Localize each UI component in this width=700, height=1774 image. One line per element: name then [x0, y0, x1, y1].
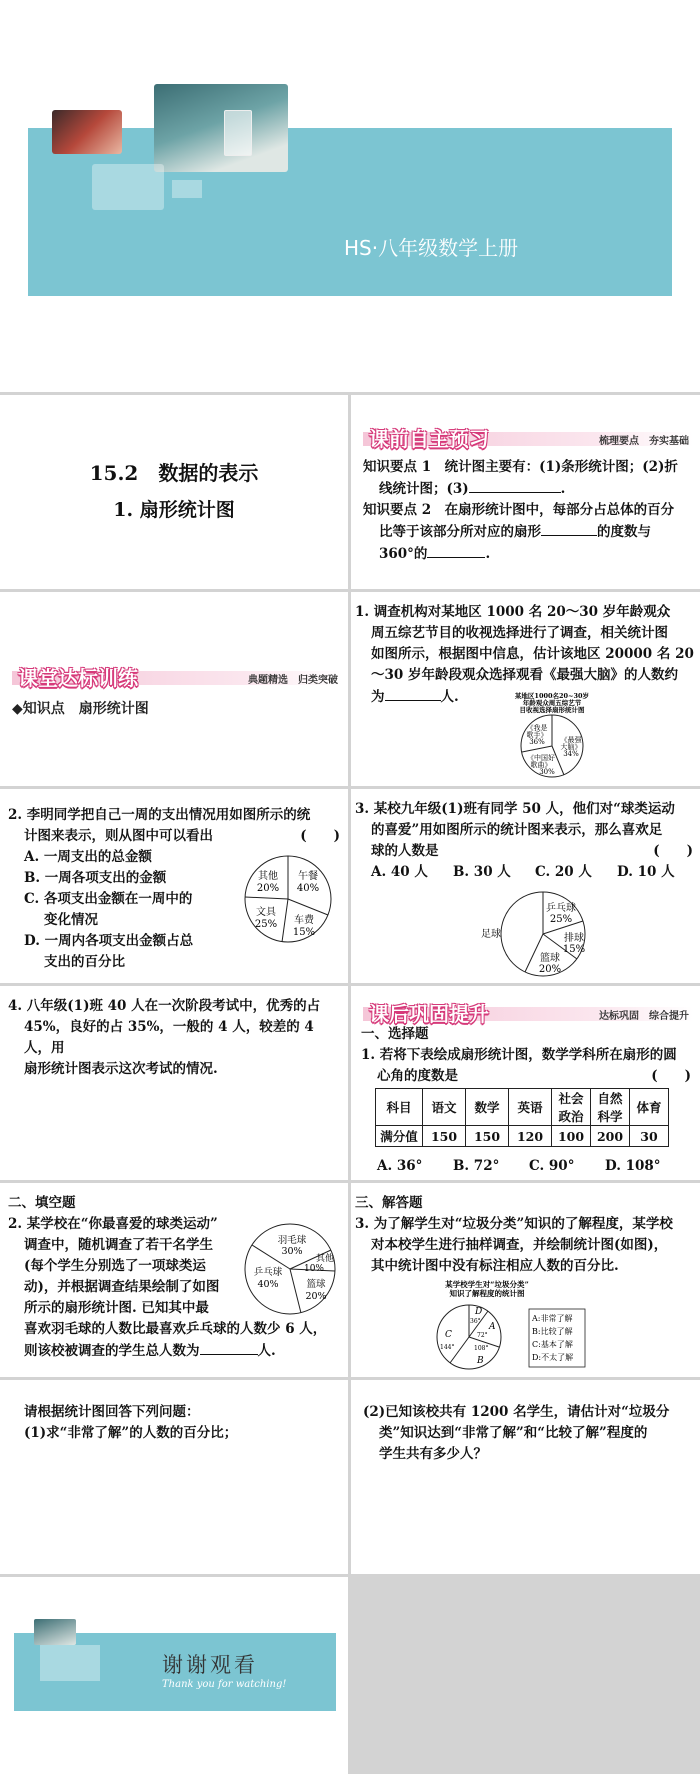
table-cell: 英语 — [509, 1089, 552, 1126]
q2-line: 2. 李明同学把自己一周的支出情况用如图所示的统 — [8, 807, 311, 823]
preview-text — [363, 457, 697, 565]
topic-title: 1. 扇形统计图 — [113, 499, 235, 521]
answer-blank[interactable] — [427, 543, 485, 558]
cover-photo-small — [52, 110, 122, 154]
solve-text — [355, 1193, 697, 1277]
section-title: 15.2 数据的表示 — [89, 461, 259, 485]
cover-glass-square-2 — [172, 180, 202, 198]
after-options — [377, 1156, 687, 1177]
after-q1-line: 1. 若将下表绘成扇形统计图，数学学科所在扇形的圆 — [361, 1047, 677, 1063]
section-heading: 三、解答题 — [355, 1195, 423, 1211]
pie-label: 20% — [256, 883, 280, 894]
pie-label: 20% — [538, 964, 562, 975]
end-glass-square — [40, 1645, 100, 1681]
pie-label: 10% — [303, 1264, 325, 1274]
solve-line: 其中统计图中没有标注相应人数的百分比. — [371, 1258, 619, 1274]
pie-label: D — [475, 1307, 483, 1317]
pie-label: 20% — [305, 1291, 327, 1302]
option-d[interactable]: D. 一周内各项支出金额占总 — [24, 933, 194, 949]
legend-item: A:非常了解 — [532, 1314, 573, 1323]
q3-text — [355, 799, 697, 883]
pie-label: 文具 — [256, 907, 276, 918]
fill-line: 人. — [257, 1343, 276, 1359]
score-table — [375, 1088, 669, 1147]
table-cell: 科目 — [376, 1089, 423, 1126]
q2-slide — [0, 789, 348, 983]
table-cell: 150 — [466, 1126, 509, 1147]
table-cell: 120 — [509, 1126, 552, 1147]
after-banner — [363, 998, 693, 1024]
fill-line: 所示的扇形统计图. 已知其中最 — [24, 1300, 209, 1316]
q3-slide — [351, 789, 700, 983]
q3-pie-chart — [475, 889, 605, 979]
fill-slide — [0, 1183, 348, 1377]
pie-label: 25% — [549, 914, 573, 925]
legend-item: C:基本了解 — [532, 1340, 573, 1349]
pie-label: 《我是 — [526, 724, 548, 732]
subq2-slide — [351, 1380, 700, 1574]
pie-label: 30% — [281, 1246, 303, 1257]
subq-1: (1)求“非常了解”的人数的百分比； — [24, 1425, 238, 1441]
table-cell: 语文 — [423, 1089, 466, 1126]
pie-label: 36% — [529, 738, 545, 746]
table-cell: 满分值 — [376, 1126, 423, 1147]
pie-label: 144° — [440, 1344, 455, 1351]
option-a[interactable]: A. 一周支出的总金额 — [24, 849, 152, 865]
option-b[interactable]: B. 72° — [453, 1158, 500, 1174]
option-c[interactable]: C. 各项支出金额在一周中的 — [24, 891, 193, 907]
q4-line: 45%，良好的占 35%，一般的 4 人，较差的 4 人，用 — [24, 1019, 314, 1056]
cover-band — [28, 128, 672, 296]
q2-line: 计图来表示，则从图中可以看出 — [24, 828, 213, 844]
table-row — [376, 1126, 669, 1147]
banner-subtitle: 达标巩固 综合提升 — [599, 1011, 689, 1022]
q1-pie-chart — [497, 690, 607, 780]
banner-title: 课后巩固提升 — [369, 1002, 489, 1026]
pie-label: 车费 — [294, 915, 314, 926]
pie-label: 羽毛球 — [277, 1235, 307, 1246]
chart-title-line: 知识了解程度的统计图 — [449, 1289, 525, 1298]
banner-title: 课前自主预习 — [369, 427, 489, 451]
after-slide — [351, 986, 700, 1180]
subq-intro: 请根据统计图回答下列问题： — [24, 1404, 200, 1420]
class-slide — [0, 592, 348, 786]
pie-label: 《最强 — [560, 736, 582, 744]
pie-label: 大脑》 — [560, 743, 582, 751]
pie-label: 34% — [563, 750, 579, 758]
pie-label: 《中国好 — [527, 754, 555, 762]
banner-subtitle: 典题精选 归类突破 — [248, 675, 338, 686]
pie-label: 72° — [477, 1332, 488, 1339]
q2-pie-chart — [240, 851, 336, 947]
knowledge-point: ◆知识点 扇形统计图 — [12, 701, 149, 717]
table-cell: 自然科学 — [591, 1089, 630, 1126]
pie-label: 108° — [474, 1345, 489, 1352]
after-q1-line: 心角的度数是 — [377, 1068, 458, 1084]
preview-punct: . — [560, 481, 566, 497]
subq1-text — [24, 1402, 344, 1444]
pie-label: 15% — [292, 927, 316, 938]
table-cell: 30 — [630, 1126, 669, 1147]
cover-slide — [0, 0, 700, 392]
option-c-cont: 变化情况 — [44, 912, 98, 928]
table-cell: 150 — [423, 1126, 466, 1147]
answer-blank[interactable] — [541, 521, 597, 536]
pie-label: 乒乓球 — [253, 1267, 283, 1278]
table-cell: 社会政治 — [552, 1089, 591, 1126]
fill-line: (每个学生分别选了一项球类运 — [24, 1258, 206, 1274]
q1-line: 周五综艺节目的收视选择进行了调查，相关统计图 — [371, 625, 668, 641]
table-cell: 100 — [552, 1126, 591, 1147]
q1-line: 1. 调查机构对某地区 1000 名 20～30 岁年龄观众 — [355, 604, 671, 620]
chalk-jar-icon — [224, 110, 252, 156]
preview-line: 比等于该部分所对应的扇形 — [379, 524, 541, 540]
end-photo — [34, 1619, 76, 1645]
pie-label: 乒乓球 — [546, 903, 576, 914]
table-cell: 数学 — [466, 1089, 509, 1126]
option-b[interactable]: B. 一周各项支出的金额 — [24, 870, 167, 886]
pie-label: B — [477, 1356, 484, 1366]
pie-label: 15% — [562, 944, 586, 955]
preview-line: 的度数与 — [597, 524, 651, 540]
chart-title-line: 年龄观众周五综艺节 — [522, 699, 582, 707]
preview-line: 360°的 — [379, 546, 428, 562]
pie-label: 40% — [296, 883, 320, 894]
title-slide — [0, 395, 348, 589]
answer-blank[interactable] — [385, 686, 441, 701]
q1-line: 为 — [371, 689, 385, 705]
end-title: 谢谢观看 — [162, 1653, 258, 1677]
subq2-text — [363, 1402, 697, 1465]
chart-title-line: 目收视选择扇形统计图 — [519, 706, 585, 714]
after-text — [361, 1024, 697, 1087]
chart-title-line: 某地区1000名20~30岁 — [514, 692, 590, 700]
q4-text — [8, 996, 344, 1080]
q1-slide — [351, 592, 700, 786]
pie-label: 歌曲》 — [530, 761, 552, 769]
pie-label: 40% — [257, 1279, 279, 1290]
pie-label: 足球 — [481, 929, 501, 940]
section-heading: 二、填空题 — [8, 1195, 76, 1211]
fill-line: 动)，并根据调查结果绘制了如图 — [24, 1279, 220, 1295]
preview-line: 线统计图；(3) — [379, 481, 469, 497]
q1-line: 如图所示，根据图中信息，估计该地区 20000 名 20 — [371, 646, 694, 662]
pie-label: 其他 — [258, 871, 278, 882]
option-d-cont: 支出的百分比 — [44, 954, 125, 970]
answer-blank[interactable] — [469, 478, 561, 493]
option-a[interactable]: A. 36° — [377, 1158, 423, 1174]
banner-subtitle: 梳理要点 夯实基础 — [599, 436, 689, 447]
table-cell: 200 — [591, 1126, 630, 1147]
subq-2-line: 学生共有多少人？ — [379, 1446, 487, 1462]
option-c[interactable]: C. 90° — [529, 1158, 575, 1174]
q4-line: 扇形统计图表示这次考试的情况. — [24, 1061, 218, 1077]
pie-label: 歌手》 — [526, 731, 548, 739]
preview-line: 知识要点 1 统计图主要有：(1)条形统计图；(2)折 — [363, 459, 678, 475]
q4-slide — [0, 986, 348, 1180]
cover-photo-large — [154, 84, 288, 172]
end-subtitle: Thank you for watching! — [162, 1679, 287, 1690]
pie-label: 30% — [539, 768, 555, 776]
fill-line: 调查中，随机调查了若干名学生 — [24, 1237, 213, 1253]
solve-line: 3. 为了解学生对“垃圾分类”知识的了解程度，某学校 — [355, 1216, 673, 1232]
end-slide — [0, 1577, 348, 1774]
pie-label: 篮球 — [540, 953, 560, 964]
q3-line: 球的人数是 — [371, 843, 439, 859]
answer-paren[interactable]: ( ) — [651, 1068, 691, 1084]
preview-slide — [351, 395, 700, 589]
pie-label: 篮球 — [306, 1279, 326, 1290]
subq1-slide — [0, 1380, 348, 1574]
preview-banner — [363, 423, 693, 449]
fill-line: 2. 某学校在“你最喜爱的球类运动” — [8, 1216, 218, 1232]
preview-punct: . — [485, 546, 491, 562]
legend-item: D:不太了解 — [532, 1353, 574, 1362]
solve-slide — [351, 1183, 700, 1377]
answer-blank[interactable] — [200, 1340, 258, 1355]
solve-line: 对本校学生进行抽样调查，并绘制统计图(如图)， — [371, 1237, 668, 1253]
table-cell: 体育 — [630, 1089, 669, 1126]
subq-2-line: 类”知识达到“非常了解”和“比较了解”程度的 — [379, 1425, 648, 1441]
subq-2-line: (2)已知该校共有 1200 名学生，请估计对“垃圾分 — [363, 1404, 670, 1420]
pie-label: 排球 — [564, 933, 584, 944]
option-c[interactable]: C. 20 人 — [535, 864, 592, 880]
pie-label: 午餐 — [298, 871, 318, 882]
option-d[interactable]: D. 10 人 — [617, 864, 675, 880]
cover-glass-square-1 — [92, 164, 164, 210]
pie-label: 其他 — [315, 1254, 335, 1264]
option-a[interactable]: A. 40 人 — [371, 864, 428, 880]
cover-subtitle: HS·八年级数学上册 — [344, 236, 519, 260]
fill-pie-chart — [240, 1219, 340, 1319]
answer-paren[interactable]: ( ) — [653, 843, 693, 859]
pie-label: 36° — [470, 1318, 481, 1325]
q1-line: ～30 岁年龄段观众选择观看《最强大脑》的人数约 — [371, 667, 678, 683]
option-d[interactable]: D. 108° — [605, 1158, 661, 1174]
section-heading: 一、选择题 — [361, 1026, 429, 1042]
q3-line: 的喜爱”用如图所示的统计图来表示，那么喜欢足 — [371, 822, 663, 838]
legend-item: B:比较了解 — [532, 1327, 573, 1336]
banner-title: 课堂达标训练 — [18, 666, 138, 690]
fill-line: 则该校被调查的学生总人数为 — [24, 1343, 200, 1359]
pie-label: C — [445, 1330, 452, 1340]
q3-line: 3. 某校九年级(1)班有同学 50 人，他们对“球类运动 — [355, 801, 675, 817]
fill-line: 喜欢羽毛球的人数比最喜欢乒乓球的人数少 6 人， — [24, 1321, 327, 1337]
preview-line: 知识要点 2 在扇形统计图中，每部分占总体的百分 — [363, 502, 675, 518]
option-b[interactable]: B. 30 人 — [453, 864, 511, 880]
solve-pie-chart — [423, 1279, 623, 1377]
pie-label: 25% — [254, 919, 278, 930]
answer-paren[interactable]: ( ) — [300, 828, 340, 844]
pie-label: A — [489, 1322, 496, 1332]
class-banner — [12, 662, 342, 688]
q4-line: 4. 八年级(1)班 40 人在一次阶段考试中，优秀的占 — [8, 998, 321, 1014]
table-row — [376, 1089, 669, 1126]
q1-line: 人. — [440, 689, 459, 705]
chart-title-line: 某学校学生对“垃圾分类” — [445, 1280, 529, 1289]
